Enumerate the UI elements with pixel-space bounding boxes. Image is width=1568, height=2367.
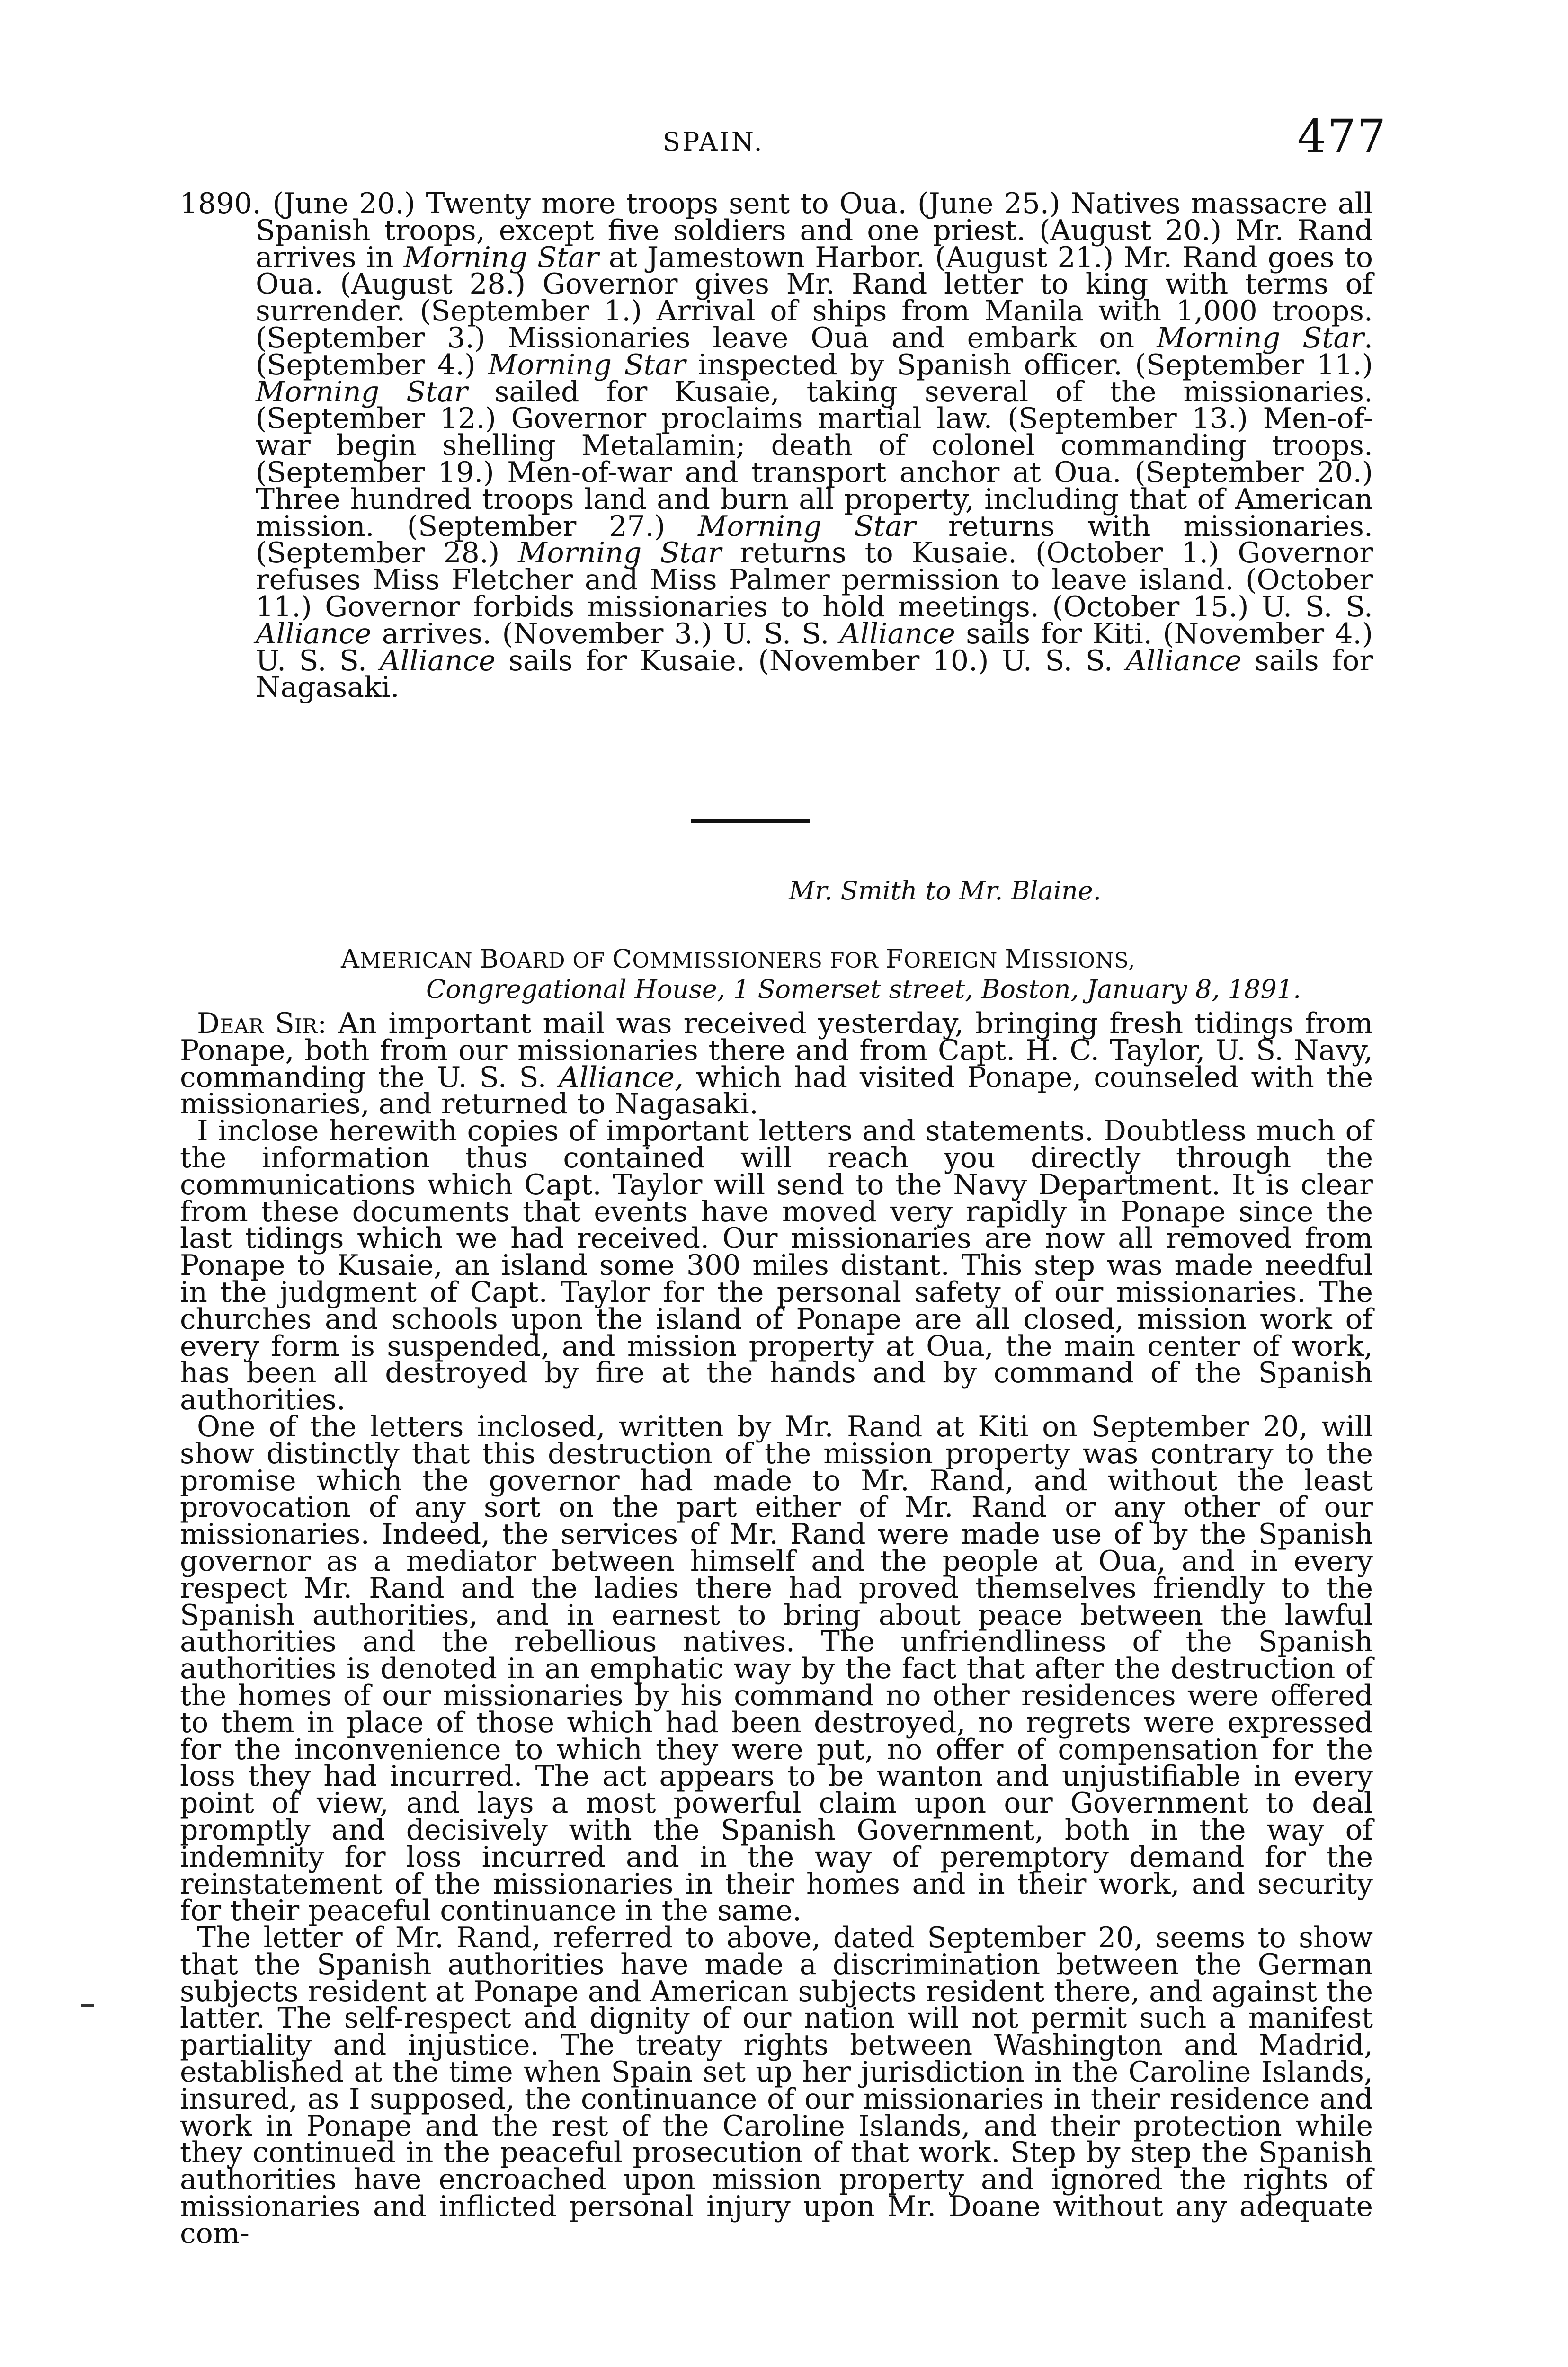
salutation: Dear Sir [197, 1007, 318, 1040]
italic-text: Morning Star [488, 348, 686, 382]
org-word: AMERICAN [341, 944, 480, 974]
text-run: returns to Kusaie. (October 1.) Governor refuses Miss Fletcher and Miss Palmer permission to leave island. (October 11.) Governor forbids missionaries to hold meetings. (October 15.) U. S. S. [256, 536, 1373, 623]
page-number: 477 [1297, 110, 1387, 163]
italic-text: Alliance [380, 644, 496, 677]
paragraph-text [180, 1114, 1373, 1416]
italic-text: Alliance [1126, 644, 1242, 677]
text-run: which had visited Ponape, counseled with the missionaries, and returned to Nagasaki. [180, 1060, 1373, 1121]
text-run: (June 20.) Twenty more troops sent to Oua. (June 25.) Natives massacre all Spanish troops, except five soldiers and one priest. (August 20.) Mr. Rand arrives in [256, 187, 1373, 274]
org-word: BOARD OF [480, 944, 613, 974]
text-run: One of the letters inclosed, written by Mr. Rand at Kiti on September 20, will show distinctly that this destruction of the mission property was contrary to the promise which the governor had made to Mr. Rand, and without the least provocation of any sort on the part either of Mr. Rand or any other of our missionaries. Indeed, the services of Mr. Rand were made use of by the Spanish governor as a mediator between himself and the people at Oua, and in every respect Mr. Rand and the ladies there had proved themselves friendly to the Spanish authorities, and in earnest to bring about peace between the lawful authorities and the rebellious natives. The unfriendliness of the Spanish authorities is denoted in an emphatic way by the fact that after the destruction of the homes of our missionaries by his command no other residences were offered to them in place of those which had been destroyed, no regrets were expressed for the inconvenience to which they were put, no offer of compensation for the loss they had incurred. The act appears to be wanton and unjustifiable in every point of view, and lays a most powerful claim upon our Government to deal promptly and decisively with the Spanish Government, both in the way of indemnity for loss incurred and in the way of peremptory demand for the reinstatement of the missionaries in their homes and in their work, and security for their peaceful continuance in the same. [180, 1410, 1373, 1928]
letter-paragraph [180, 1921, 1373, 2250]
paragraph-text [180, 1007, 1373, 1121]
text-run: inspected by Spanish officer. (September 11.) [686, 348, 1373, 382]
italic-text: Morning Star [403, 240, 599, 274]
chronology-block [180, 187, 1373, 704]
text-run: arrives. (November 3.) U. S. S. [371, 617, 840, 650]
running-title: SPAIN. [663, 127, 764, 157]
text-run: : An important mail was received yesterday, bringing fresh tidings from Ponape, both from our missionaries there and from Capt. H. C. Taylor, U. S. Navy, commanding the U. S. S. [180, 1007, 1373, 1094]
italic-text: Morning Star [256, 375, 468, 409]
org-word: COMMISSIONERS FOR [612, 944, 886, 974]
chronology-year: 1890. [180, 187, 261, 220]
letter-title: Mr. Smith to Mr. Blaine. [789, 876, 1101, 906]
text-run: sails for Kiti. (November 4.) U. S. S. [256, 617, 1373, 677]
letter-paragraph [180, 1007, 1373, 1121]
letter-organization [341, 944, 1135, 974]
text-run: sailed for Kusaie, taking several of the missionaries. (September 12.) Governor proclaims martial law. (September 13.) Men-of-war begin shelling Metalamin; death of colonel commanding troops. (September 19.) Men-of-war and transport anchor at Oua. (September 20.) Three hundred troops land and burn all property, including that of American mission. (September 27.) [256, 375, 1373, 543]
org-word: MISSIONS, [1005, 944, 1136, 974]
italic-text: Alliance [256, 617, 372, 650]
paragraph-text [180, 1921, 1373, 2250]
italic-text: Morning Star [698, 509, 916, 543]
running-head [0, 110, 1568, 162]
letter-body [180, 1007, 1373, 2250]
paragraph-text [180, 1410, 1373, 1927]
chronology-entry [180, 187, 1373, 704]
text-run: The letter of Mr. Rand, referred to above, dated September 20, seems to show that the Spanish authorities have made a discrimination between the German subjects resident at Ponape and American subjects resident there, and against the latter. The self-respect and dignity of our nation will not permit such a manifest partiality and injustice. The treaty rights between Washington and Madrid, established at the time when Spain set up her jurisdiction in the Caroline Islands, insured, as I supposed, the continuance of our missionaries in their residence and work in Ponape and the rest of the Caroline Islands, and their protection while they continued in the peaceful prosecution of that work. Step by step the Spanish authorities have encroached upon mission property and ignored the rights of missionaries and inflicted personal injury upon Mr. Doane without any adequate com- [180, 1921, 1373, 2250]
section-divider [691, 819, 810, 823]
letter-paragraph [180, 1410, 1373, 1928]
letter-paragraph [180, 1114, 1373, 1417]
italic-text: Morning Star [518, 536, 722, 570]
text-run: sails for Kusaie. (November 10.) U. S. S. [495, 644, 1126, 677]
italic-text: Morning Star [1157, 321, 1364, 355]
margin-mark [81, 2004, 94, 2007]
italic-text: Alliance, [559, 1060, 684, 1094]
letter-address: Congregational House, 1 Somerset street, Boston, January 8, 1891. [426, 974, 1301, 1004]
text-run: returns with missionaries. (September 28.) [256, 509, 1373, 570]
text-run: . (September 4.) [256, 321, 1373, 382]
org-word: FOREIGN [885, 944, 1005, 974]
chronology-text [256, 187, 1373, 704]
text-run: I inclose herewith copies of important letters and statements. Doubtless much of the information thus contained will reach you directly through the communications which Capt. Taylor will send to the Navy Department. It is clear from these documents that events have moved very rapidly in Ponape since the last tidings which we had received. Our missionaries are now all removed from Ponape to Kusaie, an island some 300 miles distant. This step was made needful in the judgment of Capt. Taylor for the personal safety of our missionaries. The churches and schools upon the island of Ponape are all closed, mission work of every form is suspended, and mission property at Oua, the main center of work, has been all destroyed by fire at the hands and by command of the Spanish authorities. [180, 1114, 1373, 1417]
text-run: sails for Nagasaki. [256, 644, 1373, 704]
text-run: at Jamestown Harbor. (August 21.) Mr. Rand goes to Oua. (August 28.) Governor gives Mr. Rand letter to king with terms of surrender. (September 1.) Arrival of ships from Manila with 1,000 troops. (September 3.) Missionaries leave Oua and embark on [256, 240, 1373, 355]
italic-text: Alliance [839, 617, 956, 650]
